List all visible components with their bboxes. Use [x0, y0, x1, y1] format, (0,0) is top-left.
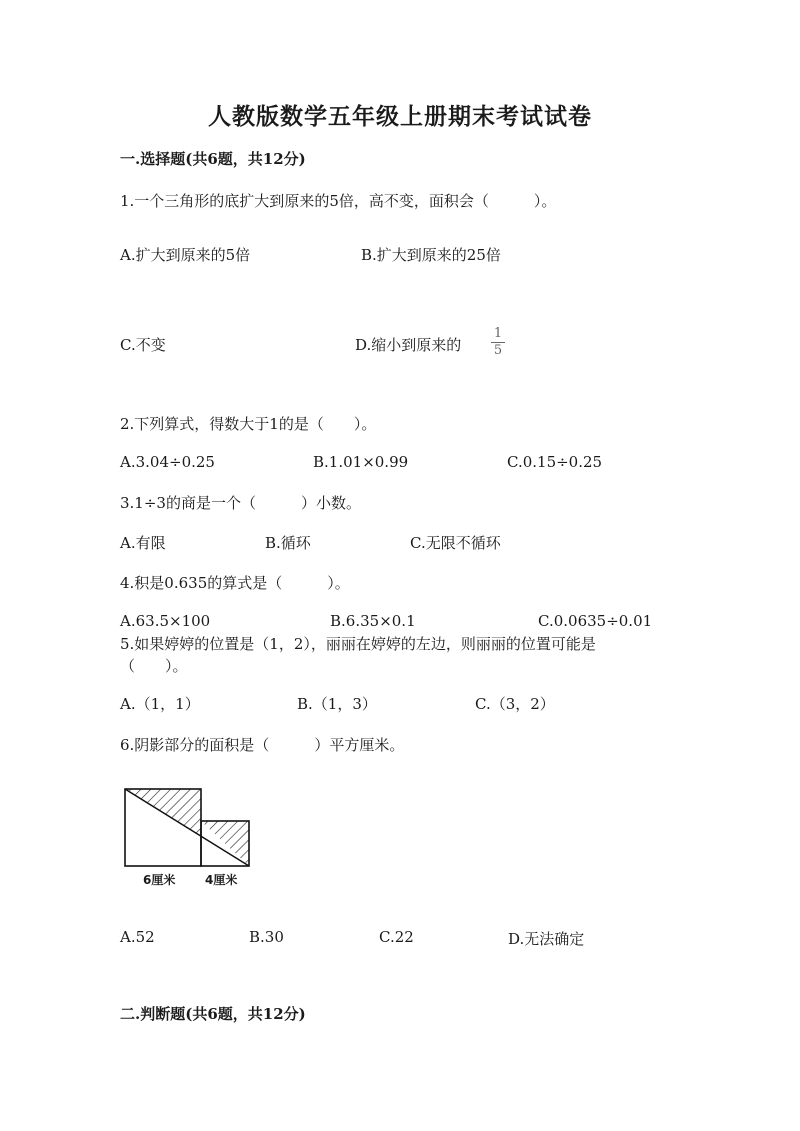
figure-label-right: 4厘米: [205, 873, 238, 887]
fraction-numerator: 1: [493, 326, 503, 341]
option-4c: C.0.0635÷0.01: [538, 612, 653, 630]
option-4a: A.63.5×100: [120, 612, 211, 630]
option-3c: C.无限不循环: [410, 534, 501, 552]
question-2: 2.下列算式，得数大于1的是（ ）。: [120, 415, 377, 433]
option-5c: C.（3，2）: [475, 695, 555, 713]
question-1: 1.一个三角形的底扩大到原来的5倍，高不变，面积会（ ）。: [120, 192, 557, 210]
section-heading-judgment: 二.判断题(共6题，共12分): [120, 1005, 306, 1023]
option-1b: B.扩大到原来的25倍: [361, 246, 501, 264]
option-1d: D.缩小到原来的: [355, 336, 462, 354]
option-2a: A.3.04÷0.25: [120, 453, 215, 471]
fraction-denominator: 5: [493, 343, 503, 358]
option-6a: A.52: [120, 928, 155, 946]
option-1a: A.扩大到原来的5倍: [120, 246, 251, 264]
option-4b: B.6.35×0.1: [330, 612, 416, 630]
option-6c: C.22: [379, 928, 414, 946]
option-6d: D.无法确定: [508, 930, 585, 948]
option-5b: B.（1，3）: [297, 695, 377, 713]
question-5-line1: 5.如果婷婷的位置是（1，2），丽丽在婷婷的左边，则丽丽的位置可能是: [120, 635, 596, 653]
fraction-one-fifth: [491, 327, 505, 358]
option-2b: B.1.01×0.99: [313, 453, 409, 471]
section-heading-choice: 一.选择题(共6题，共12分): [120, 150, 306, 168]
option-3a: A.有限: [120, 534, 166, 552]
question-5-line2: （ ）。: [120, 657, 188, 675]
figure-label-left: 6厘米: [143, 873, 176, 887]
shaded-triangle-small: [201, 821, 249, 866]
question-3: 3.1÷3的商是一个（ ）小数。: [120, 494, 361, 512]
question-4: 4.积是0.635的算式是（ ）。: [120, 574, 350, 592]
option-3b: B.循环: [265, 534, 311, 552]
option-1c: C.不变: [120, 336, 166, 354]
option-5a: A.（1，1）: [120, 695, 200, 713]
option-2c: C.0.15÷0.25: [507, 453, 603, 471]
option-6b: B.30: [249, 928, 284, 946]
page-title: 人教版数学五年级上册期末考试试卷: [208, 103, 592, 130]
question-6: 6.阴影部分的面积是（ ）平方厘米。: [120, 736, 405, 754]
